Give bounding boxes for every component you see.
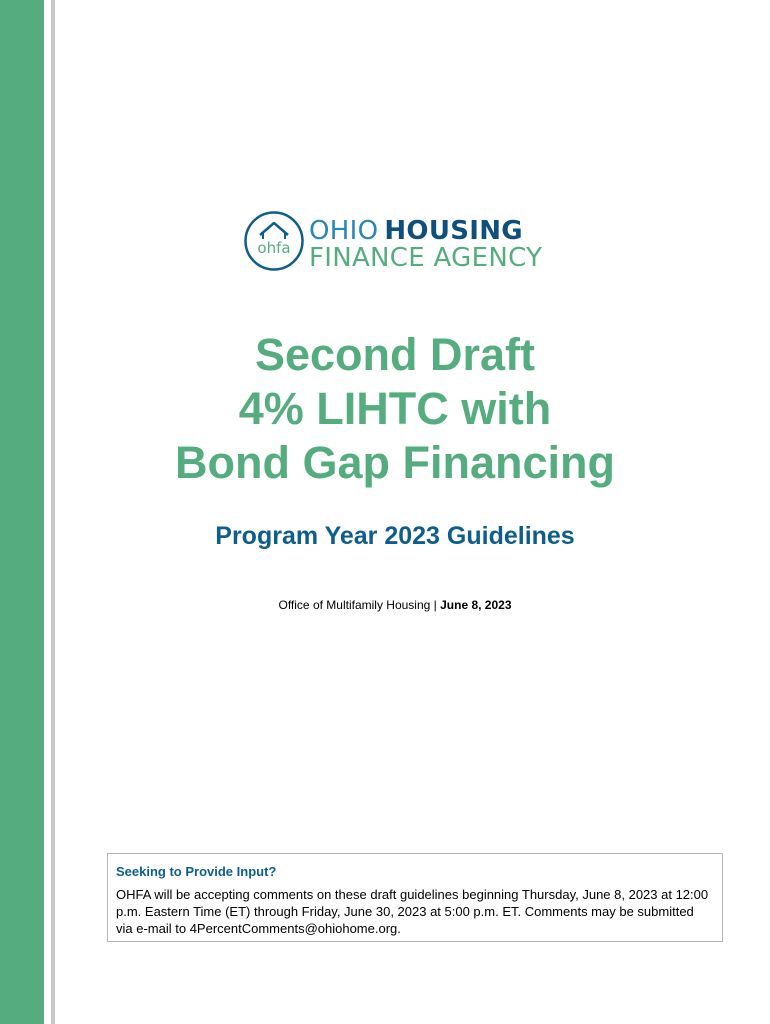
emblem-text: ohfa bbox=[257, 239, 291, 257]
office-name: Office of Multifamily Housing | bbox=[278, 598, 441, 612]
title-line-2: 4% LIHTC with bbox=[238, 383, 552, 434]
input-body: OHFA will be accepting comments on these draft guidelines beginning Thursday, June 8, 2023 at 12:00 p.m. Eastern Time (ET) through Friday, June 30, 2023 at 5:00 p.m. ET. Comments may be submitted via e-mail to 4PercentComments@ohiohome.org. bbox=[116, 887, 709, 936]
logo-line-2: FINANCE AGENCY bbox=[309, 243, 543, 273]
left-green-band bbox=[0, 0, 44, 1024]
input-callout-box bbox=[107, 853, 723, 942]
logo-line-1 bbox=[309, 218, 523, 244]
office-date-line bbox=[100, 598, 690, 612]
subtitle: Program Year 2023 Guidelines bbox=[215, 522, 575, 550]
document-date: June 8, 2023 bbox=[440, 598, 512, 612]
title-line-1: Second Draft bbox=[254, 329, 536, 380]
left-divider-line bbox=[51, 0, 55, 1024]
house-emblem-icon bbox=[243, 210, 305, 272]
logo-housing: HOUSING bbox=[384, 216, 523, 246]
input-heading: Seeking to Provide Input? bbox=[116, 864, 277, 879]
title-line-3: Bond Gap Financing bbox=[175, 437, 615, 488]
ohfa-logo bbox=[243, 210, 553, 274]
logo-ohio: OHIO bbox=[309, 216, 379, 246]
